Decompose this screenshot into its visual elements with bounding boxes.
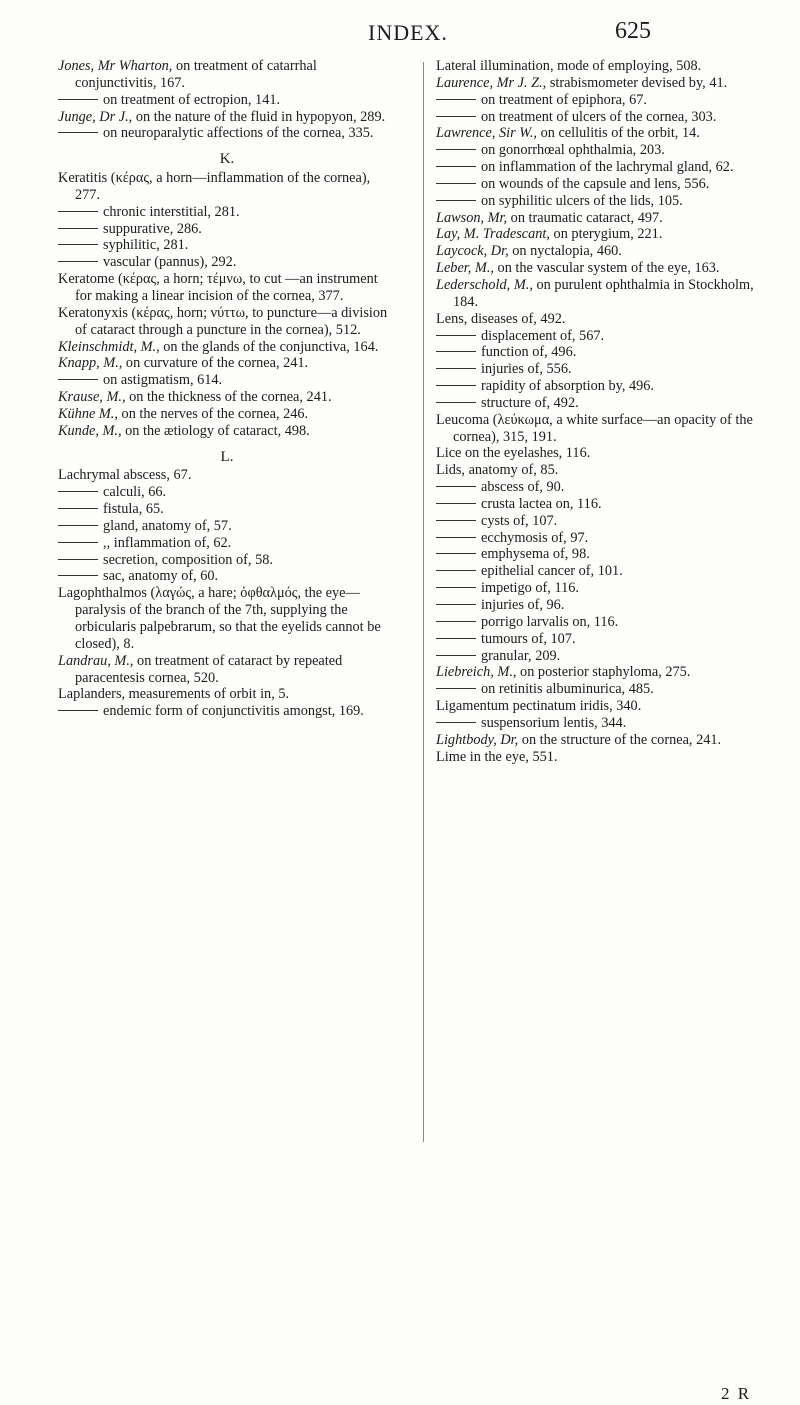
ditto-rule xyxy=(58,132,98,133)
ditto-rule xyxy=(436,570,476,571)
running-head xyxy=(0,14,800,48)
index-entry xyxy=(436,311,774,328)
ditto-rule xyxy=(436,537,476,538)
ditto-rule xyxy=(436,200,476,201)
ditto-rule xyxy=(436,587,476,588)
index-subentry xyxy=(436,361,774,378)
running-title: INDEX. xyxy=(368,20,448,45)
index-subentry xyxy=(436,92,774,109)
left-column xyxy=(58,58,396,720)
entry-text: Leucoma (λεύκωμα, a white surface—an opacity of the cornea), 315, 191. xyxy=(436,411,753,445)
index-entry xyxy=(58,467,396,484)
entry-text: Keratonyxis (κέρας, horn; νύττω, to puncture—a division of cataract through a puncture in the cornea), 512. xyxy=(58,304,388,338)
entry-text: impetigo of, 116. xyxy=(481,580,579,597)
index-entry xyxy=(58,58,396,92)
index-entry xyxy=(436,277,774,311)
entry-text: Lids, anatomy of, 85. xyxy=(436,462,559,479)
ditto-rule xyxy=(436,368,476,369)
index-subentry xyxy=(58,552,396,569)
entry-text: epithelial cancer of, 101. xyxy=(481,563,623,580)
entry-text: on nyctalopia, 460. xyxy=(508,243,622,260)
index-entry xyxy=(58,585,396,652)
author-name: Kleinschmidt, M., xyxy=(58,338,160,355)
entry-text: on the structure of the cornea, 241. xyxy=(518,731,722,748)
index-subentry xyxy=(436,378,774,395)
ditto-rule xyxy=(436,149,476,150)
index-entry xyxy=(58,170,396,204)
entry-text: on cellulitis of the orbit, 14. xyxy=(537,125,700,142)
index-subentry xyxy=(58,484,396,501)
author-name: Lawrence, Sir W., xyxy=(436,125,538,142)
ditto-rule xyxy=(436,486,476,487)
entry-text: injuries of, 96. xyxy=(481,597,565,613)
index-subentry xyxy=(436,109,774,126)
author-name: Landrau, M., xyxy=(58,652,134,669)
entry-text: injuries of, 556. xyxy=(481,361,572,378)
entry-text: on retinitis albuminurica, 485. xyxy=(481,681,654,698)
entry-text: Lachrymal abscess, 67. xyxy=(58,467,192,484)
index-subentry xyxy=(436,614,774,631)
index-entry xyxy=(58,339,396,356)
index-entry xyxy=(436,749,774,766)
entry-text: Keratitis (κέρας, a horn—inflammation of the cornea), 277. xyxy=(58,170,371,203)
entry-text: on wounds of the capsule and lens, 556. xyxy=(481,175,710,192)
entry-text: on the ætiology of cataract, 498. xyxy=(121,422,310,439)
entry-text: suppurative, 286. xyxy=(103,220,202,237)
index-subentry xyxy=(436,597,774,614)
entry-text: syphilitic, 281. xyxy=(103,237,189,254)
author-name: Junge, Dr J., xyxy=(58,108,133,125)
author-name: Laurence, Mr J. Z., xyxy=(436,74,547,91)
index-entry xyxy=(436,243,774,260)
entry-text: on traumatic cataract, 497. xyxy=(507,209,663,226)
entry-text: on curvature of the cornea, 241. xyxy=(122,355,309,372)
ditto-rule xyxy=(58,379,98,380)
entry-text: Lime in the eye, 551. xyxy=(436,748,558,765)
index-subentry xyxy=(436,193,774,210)
ditto-rule xyxy=(436,604,476,605)
author-name: Leber, M., xyxy=(436,260,494,277)
index-entry xyxy=(58,305,396,339)
ditto-rule xyxy=(58,559,98,560)
ditto-rule xyxy=(58,491,98,492)
ditto-rule xyxy=(58,261,98,262)
entry-text: Keratome (κέρας, a horn; τέμνω, to cut —an instrument for making a linear incision of the cornea, 377. xyxy=(58,271,378,304)
index-subentry xyxy=(58,204,396,221)
ditto-rule xyxy=(58,575,98,576)
entry-text: on gonorrhœal ophthalmia, 203. xyxy=(481,142,665,159)
entry-text: on inflammation of the lachrymal gland, 62. xyxy=(481,159,734,176)
index-entry xyxy=(436,664,774,681)
ditto-rule xyxy=(58,211,98,212)
index-entry xyxy=(58,271,396,305)
ditto-rule xyxy=(58,525,98,526)
index-subentry xyxy=(436,344,774,361)
ditto-rule xyxy=(436,385,476,386)
index-subentry xyxy=(436,546,774,563)
ditto-rule xyxy=(58,542,98,543)
column-divider xyxy=(423,62,424,1142)
entry-text: Laplanders, measurements of orbit in, 5. xyxy=(58,686,290,703)
index-subentry xyxy=(58,372,396,389)
entry-text: suspensorium lentis, 344. xyxy=(481,714,627,731)
ditto-rule xyxy=(436,351,476,352)
index-subentry xyxy=(58,568,396,585)
right-column xyxy=(436,58,774,765)
signature-mark: 2 R xyxy=(721,1384,752,1403)
entry-text: Lens, diseases of, 492. xyxy=(436,310,566,327)
index-subentry xyxy=(436,328,774,345)
index-subentry xyxy=(436,715,774,732)
index-subentry xyxy=(436,142,774,159)
index-subentry xyxy=(436,159,774,176)
entry-text: Lice on the eyelashes, 116. xyxy=(436,445,591,462)
index-subentry xyxy=(436,681,774,698)
entry-text: on posterior staphyloma, 275. xyxy=(516,664,691,681)
author-name: Jones, Mr Wharton, xyxy=(58,58,173,74)
entry-text: abscess of, 90. xyxy=(481,479,565,496)
author-name: Krause, M., xyxy=(58,389,126,406)
index-subentry xyxy=(436,496,774,513)
entry-text: crusta lactea on, 116. xyxy=(481,495,602,512)
author-name: Liebreich, M., xyxy=(436,664,517,681)
entry-text: on purulent ophthalmia in Stockholm, 184. xyxy=(453,276,754,310)
ditto-rule xyxy=(436,503,476,504)
section-letter: K. xyxy=(219,151,235,168)
index-subentry xyxy=(436,580,774,597)
index-entry xyxy=(436,412,774,446)
author-name: Kühne M., xyxy=(58,405,118,422)
index-subentry xyxy=(58,535,396,552)
entry-text: calculi, 66. xyxy=(103,484,167,501)
entry-text: chronic interstitial, 281. xyxy=(103,203,240,220)
index-entry xyxy=(436,75,774,92)
entry-text: displacement of, 567. xyxy=(481,327,605,344)
author-name: Lightbody, Dr, xyxy=(436,731,519,748)
ditto-rule xyxy=(436,722,476,723)
ditto-rule xyxy=(436,99,476,100)
entry-text: ,, inflammation of, 62. xyxy=(103,534,232,551)
index-subentry xyxy=(436,176,774,193)
index-subentry xyxy=(436,648,774,665)
index-subentry xyxy=(58,92,396,109)
entry-text: on treatment of ectropion, 141. xyxy=(103,91,281,108)
index-entry xyxy=(436,732,774,749)
index-subentry xyxy=(58,518,396,535)
index-subentry xyxy=(58,254,396,271)
ditto-rule xyxy=(58,508,98,509)
entry-text: Ligamentum pectinatum iridis, 340. xyxy=(436,698,642,715)
entry-text: Lagophthalmos (λαγώς, a hare; ὀφθαλμός, the eye—paralysis of the branch of the 7th, supplying the orbicularis palpebrarum, so that the eyelids cannot be closed), 8. xyxy=(58,585,381,652)
entry-text: sac, anatomy of, 60. xyxy=(103,568,219,585)
index-entry xyxy=(58,653,396,687)
entry-text: on the thickness of the cornea, 241. xyxy=(125,389,332,406)
entry-text: function of, 496. xyxy=(481,344,577,361)
entry-text: emphysema of, 98. xyxy=(481,546,590,563)
index-entry xyxy=(58,406,396,423)
entry-text: granular, 209. xyxy=(481,647,561,664)
index-entry xyxy=(58,389,396,406)
ditto-rule xyxy=(436,621,476,622)
index-subentry xyxy=(58,221,396,238)
ditto-rule xyxy=(58,710,98,711)
entry-text: gland, anatomy of, 57. xyxy=(103,517,232,534)
index-entry xyxy=(436,260,774,277)
index-entry xyxy=(436,462,774,479)
entry-text: on treatment of ulcers of the cornea, 303. xyxy=(481,108,717,125)
index-subentry xyxy=(58,237,396,254)
index-entry xyxy=(436,445,774,462)
entry-text: rapidity of absorption by, 496. xyxy=(481,378,654,395)
ditto-rule xyxy=(436,688,476,689)
entry-text: strabismometer devised by, 41. xyxy=(546,74,728,91)
ditto-rule xyxy=(436,183,476,184)
author-name: Lawson, Mr, xyxy=(436,209,508,226)
entry-text: on treatment of catarrhal conjunctivitis, 167. xyxy=(75,58,317,91)
index-subentry xyxy=(436,479,774,496)
entry-text: on the nature of the fluid in hypopyon, 289. xyxy=(132,108,386,125)
entry-text: on astigmatism, 614. xyxy=(103,372,223,389)
page-number: 625 xyxy=(615,18,651,44)
ditto-rule xyxy=(436,520,476,521)
index-subentry xyxy=(436,395,774,412)
ditto-rule xyxy=(436,335,476,336)
index-subentry xyxy=(436,513,774,530)
index-entry xyxy=(436,125,774,142)
index-entry xyxy=(58,686,396,703)
entry-text: endemic form of conjunctivitis amongst, 169. xyxy=(103,703,364,720)
index-entry xyxy=(58,109,396,126)
entry-text: secretion, composition of, 58. xyxy=(103,551,273,568)
index-entry xyxy=(436,58,774,75)
ditto-rule xyxy=(436,655,476,656)
index-entry xyxy=(436,210,774,227)
entry-text: porrigo larvalis on, 116. xyxy=(481,613,619,630)
author-name: Knapp, M., xyxy=(58,355,123,372)
ditto-rule xyxy=(436,402,476,403)
ditto-rule xyxy=(436,116,476,117)
entry-text: on the nerves of the cornea, 246. xyxy=(117,405,309,422)
entry-text: fistula, 65. xyxy=(103,501,164,518)
ditto-rule xyxy=(58,228,98,229)
ditto-rule xyxy=(58,99,98,100)
entry-text: tumours of, 107. xyxy=(481,630,576,647)
index-subentry xyxy=(58,501,396,518)
entry-text: on treatment of epiphora, 67. xyxy=(481,91,647,108)
section-letter: L. xyxy=(220,448,234,465)
author-name: Kunde, M., xyxy=(58,422,122,439)
author-name: Lay, M. Tradescant, xyxy=(436,226,550,243)
index-entry xyxy=(436,698,774,715)
author-name: Lederschold, M., xyxy=(436,276,533,293)
index-entry xyxy=(58,355,396,372)
entry-text: on pterygium, 221. xyxy=(549,226,663,243)
entry-text: cysts of, 107. xyxy=(481,512,558,529)
entry-text: structure of, 492. xyxy=(481,394,579,411)
author-name: Laycock, Dr, xyxy=(436,243,509,260)
index-entry xyxy=(436,226,774,243)
entry-text: on the glands of the conjunctiva, 164. xyxy=(159,338,379,355)
entry-text: on treatment of cataract by repeated paracentesis cornea, 520. xyxy=(75,652,343,686)
index-subentry xyxy=(58,125,396,142)
entry-text: on syphilitic ulcers of the lids, 105. xyxy=(481,192,683,209)
entry-text: on neuroparalytic affections of the cornea, 335. xyxy=(103,125,374,142)
ditto-rule xyxy=(436,553,476,554)
ditto-rule xyxy=(436,638,476,639)
entry-text: Lateral illumination, mode of employing, 508. xyxy=(436,58,702,74)
index-entry xyxy=(58,423,396,440)
index-subentry xyxy=(436,631,774,648)
ditto-rule xyxy=(436,166,476,167)
index-subentry xyxy=(436,563,774,580)
ditto-rule xyxy=(58,244,98,245)
entry-text: on the vascular system of the eye, 163. xyxy=(493,260,720,277)
index-subentry xyxy=(58,703,396,720)
entry-text: vascular (pannus), 292. xyxy=(103,254,237,271)
entry-text: ecchymosis of, 97. xyxy=(481,529,589,546)
index-subentry xyxy=(436,530,774,547)
